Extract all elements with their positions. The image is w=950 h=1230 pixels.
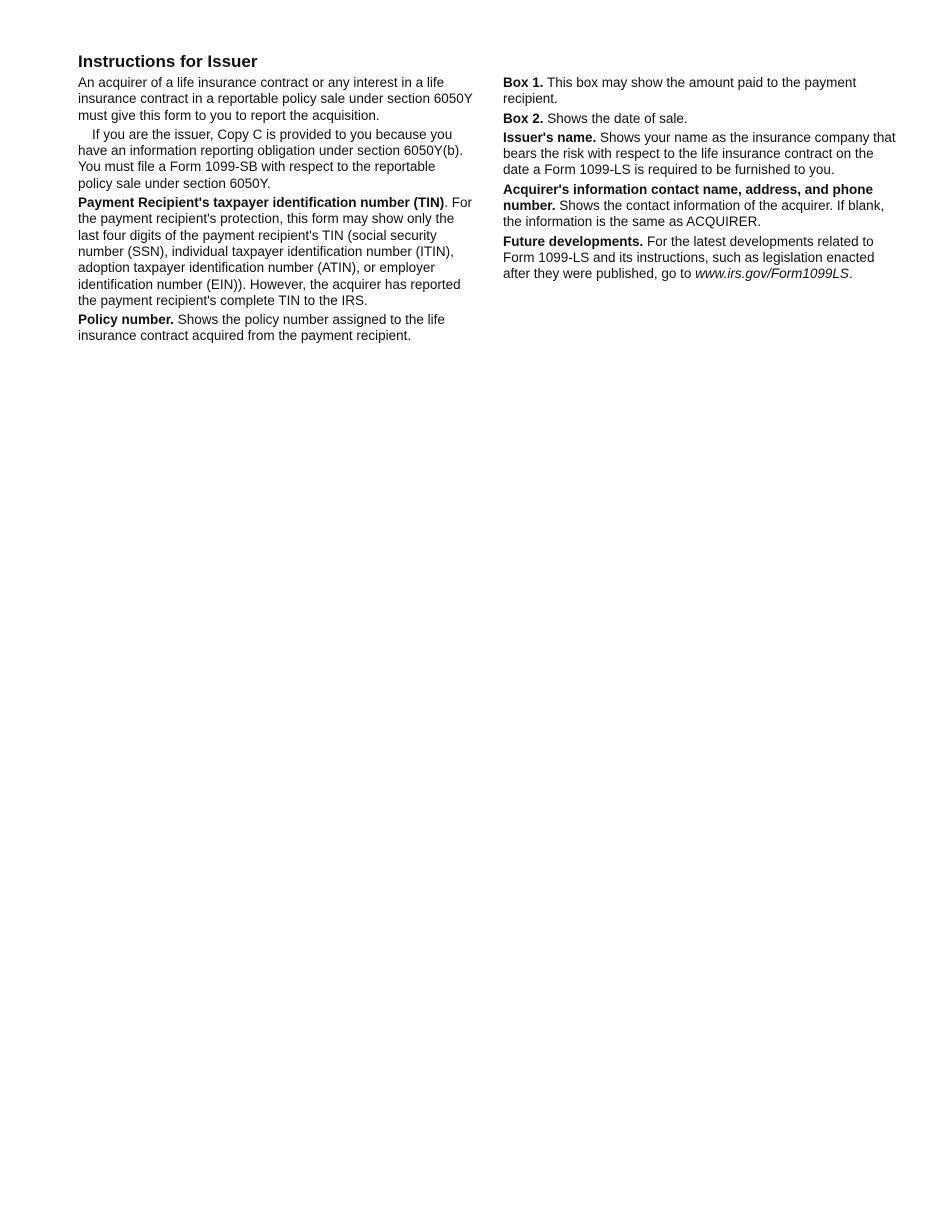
- policy-heading: Policy number.: [78, 312, 175, 328]
- box1-paragraph: [503, 75, 898, 108]
- future-developments-heading: Future developments.: [503, 233, 644, 249]
- tin-heading: Payment Recipient's taxpayer identification number (TIN): [78, 195, 445, 211]
- future-developments-paragraph: [503, 234, 898, 283]
- page-title: Instructions for Issuer: [78, 52, 258, 71]
- issuer-name-heading: Issuer's name.: [503, 129, 597, 145]
- acquirer-text: Shows the contact information of the acquirer. If blank, the information is the same as ACQUIRER.: [503, 198, 885, 230]
- box2-text: Shows the date of sale.: [543, 110, 688, 126]
- tin-paragraph: [78, 195, 473, 309]
- issuer-note-paragraph: If you are the issuer, Copy C is provided to you because you have an information reporting obligation under section 6050Y(b). You must file a Form 1099-SB with respect to the reportable policy sale under section 6050Y.: [78, 126, 463, 191]
- tin-text: . For the payment recipient's protection, this form may show only the last four digits of the payment recipient's TIN (social security number (SSN), individual taxpayer identification number (ITIN), adoption taxpayer identification number (ATIN), or employer identification number (EIN)). However, the acquirer has reported the payment recipient's complete TIN to the IRS.: [78, 195, 473, 308]
- issuer-name-paragraph: [503, 130, 898, 179]
- future-developments-text: For the latest developments related to Form 1099-LS and its instructions, such as legislation enacted after they were published, go to: [503, 233, 875, 282]
- intro-paragraph: An acquirer of a life insurance contract or any interest in a life insurance contract in a reportable policy sale under section 6050Y must give this form to you to report the acquisition.: [78, 75, 473, 123]
- box1-heading: Box 1.: [503, 75, 544, 90]
- box2-heading: Box 2.: [503, 110, 544, 126]
- right-column: [503, 75, 898, 286]
- left-column: [78, 75, 473, 348]
- box1-text: This box may show the amount paid to the payment recipient.: [503, 75, 857, 107]
- acquirer-heading: Acquirer's information contact name, address, and phone number.: [503, 181, 874, 214]
- future-developments-end: .: [848, 266, 853, 282]
- policy-text: Shows the policy number assigned to the life insurance contract acquired from the payment recipient.: [78, 312, 445, 344]
- box2-paragraph: [503, 111, 898, 127]
- irs-link[interactable]: www.irs.gov/Form1099LS: [695, 266, 849, 282]
- acquirer-paragraph: [503, 182, 898, 231]
- policy-paragraph: [78, 312, 473, 345]
- issuer-name-text: Shows your name as the insurance company that bears the risk with respect to the life insurance contract on the date a Form 1099-LS is required to be furnished to you.: [503, 129, 896, 178]
